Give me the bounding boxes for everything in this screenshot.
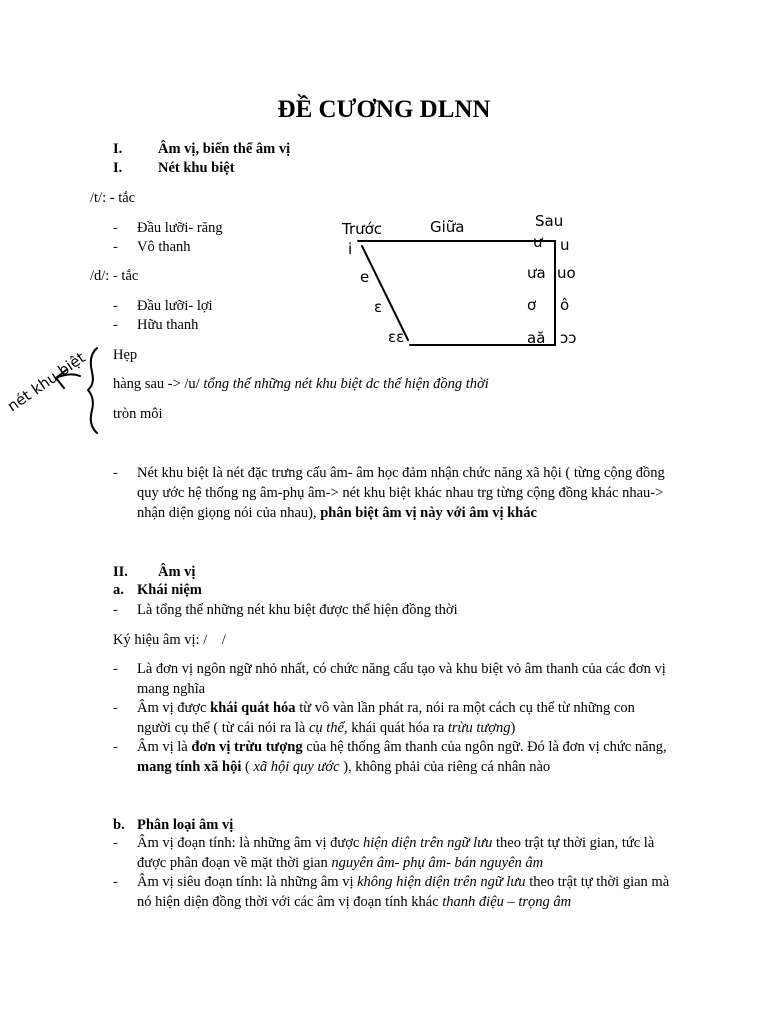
q2-italic: không hiện diện trên ngữ lưu <box>357 874 526 890</box>
q2-part: Âm vị siêu đoạn tính: là những âm vị <box>137 874 358 890</box>
d-item-2: Hữu thanh <box>137 317 199 333</box>
hand-label-front: Trước <box>342 220 383 238</box>
q2-italic: thanh điệu – trọng âm <box>442 894 572 910</box>
p3-part: ( <box>241 759 254 775</box>
sub-a-label: a. <box>113 582 124 598</box>
hand-label-central: Giữa <box>430 218 465 236</box>
d-item-dash: - <box>113 317 118 333</box>
vowel-trapezoid-sketch <box>341 212 576 347</box>
def-bold: phân biệt âm vị này với âm vị khác <box>320 505 537 521</box>
curly-brace <box>88 348 97 433</box>
ky-hieu-line: Ký hiệu âm vị: / / <box>113 632 226 648</box>
hand-vowel-r4b: ɔɔ <box>560 329 577 347</box>
hand-label-back: Sau <box>535 212 564 230</box>
hand-vowel-r2b: uo <box>557 264 576 282</box>
p2-part: từ vô vàn lần phát ra, nói ra một cách cụ thể từ những con người cụ thể ( từ cái nói ra là <box>137 700 635 736</box>
q1-italic: nguyên âm- phụ âm- bán nguyên âm <box>331 855 544 871</box>
p2-part: ) <box>510 720 516 736</box>
p3-part: Âm vị là <box>137 739 192 755</box>
q1-dash: - <box>113 835 118 851</box>
p3-bold: đơn vị trừu tượng <box>191 739 303 755</box>
hand-side-note: nét khu biệt <box>3 348 89 416</box>
p3-part: của hệ thống âm thanh của ngôn ngữ. Đó là đơn vị chức năng, <box>302 739 667 755</box>
section-2-title: Âm vị <box>158 564 196 580</box>
p3-italic: xã hội quy ước <box>253 759 340 775</box>
hand-vowel-eh2: ɛɛ <box>388 328 405 346</box>
p2-part: Âm vị được <box>137 700 211 716</box>
q2-dash: - <box>113 874 118 890</box>
p3-dash: - <box>113 739 118 755</box>
p1-dash: - <box>113 661 118 677</box>
p3-bold: mang tính xã hội <box>137 759 242 775</box>
d-item-dash: - <box>113 298 118 314</box>
a-item: Là tổng thể những nét khu biệt được thể hiện đồng thời <box>137 602 458 618</box>
hand-vowel-r1b: u <box>560 236 570 254</box>
q1-italic: hiện diện trên ngữ lưu <box>362 835 493 851</box>
hand-vowel-e: e <box>360 268 370 286</box>
heading-1-number: I. <box>113 141 123 157</box>
heading-2-text: Nét khu biệt <box>158 160 235 176</box>
hand-vowel-r3: ơ <box>527 296 537 314</box>
p3-part: ), không phải của riêng cá nhân nào <box>339 759 551 775</box>
brace-side-note <box>4 348 97 433</box>
t-item-2: Vô thanh <box>137 239 191 255</box>
t-item-dash: - <box>113 220 118 236</box>
def-dash: - <box>113 465 118 481</box>
p2-italic: cụ thể <box>308 720 344 736</box>
document-title: ĐỀ CƯƠNG DLNN <box>277 96 491 123</box>
sub-a-title: Khái niệm <box>137 582 202 598</box>
hand-vowel-eh: ɛ <box>374 298 383 316</box>
sub-b-label: b. <box>113 817 125 833</box>
def-text: Nét khu biệt là nét đặc trưng cấu âm- âm học đảm nhận chức năng xã hội ( từng cộng đồng quy ước hệ thống ng âm-phụ âm-> nét khu biệt khác nhau trg từng cộng đồng khác nhau-> nhận diện giọng nói của nhau), <box>137 465 665 521</box>
q2-part: theo trật tự thời gian mà nó hiện diện đồng thời với các âm vị đoạn tính khác <box>137 874 670 910</box>
p2-part: , khái quát hóa ra <box>344 720 448 736</box>
hep-text: Hẹp <box>113 347 138 363</box>
q1-part: theo trật tự thời gian, tức là được phân đoạn về mặt thời gian <box>137 835 655 871</box>
hang-sau-italic: tổng thể những nét khu biệt dc thể hiện đồng thời <box>203 376 489 392</box>
a-item-dash: - <box>113 602 118 618</box>
p2-dash: - <box>113 700 118 716</box>
q1-part: Âm vị đoạn tính: là những âm vị được <box>137 835 363 851</box>
p2-bold: khái quát hóa <box>210 700 296 716</box>
hand-vowel-r4: aă <box>527 329 546 347</box>
heading-2-number: I. <box>113 160 123 176</box>
heading-1-text: Âm vị, biến thể âm vị <box>158 141 291 157</box>
hand-vowel-r3b: ô <box>560 296 570 314</box>
hang-sau-prefix: hàng sau -> /u/ <box>113 376 204 392</box>
trapezoid-left-line <box>362 246 408 340</box>
d-line: /d/: - tắc <box>90 268 139 284</box>
t-item-1: Đầu lưỡi- răng <box>137 220 223 236</box>
t-line: /t/: - tắc <box>90 190 136 206</box>
d-item-1: Đầu lưỡi- lợi <box>137 298 213 314</box>
p2-italic: trừu tượng <box>447 720 511 736</box>
tron-moi-text: tròn môi <box>113 406 163 422</box>
t-item-dash: - <box>113 239 118 255</box>
sub-b-title: Phân loại âm vị <box>137 817 234 833</box>
hand-vowel-r2: ưa <box>527 264 546 282</box>
section-2-number: II. <box>113 564 128 580</box>
hand-vowel-i: i <box>348 240 353 258</box>
hand-vowel-r1: ư <box>533 233 543 251</box>
p1-paragraph: Là đơn vị ngôn ngữ nhỏ nhất, có chức năng cấu tạo và khu biệt vỏ âm thanh của các đơn vị mang nghĩa <box>137 661 666 697</box>
